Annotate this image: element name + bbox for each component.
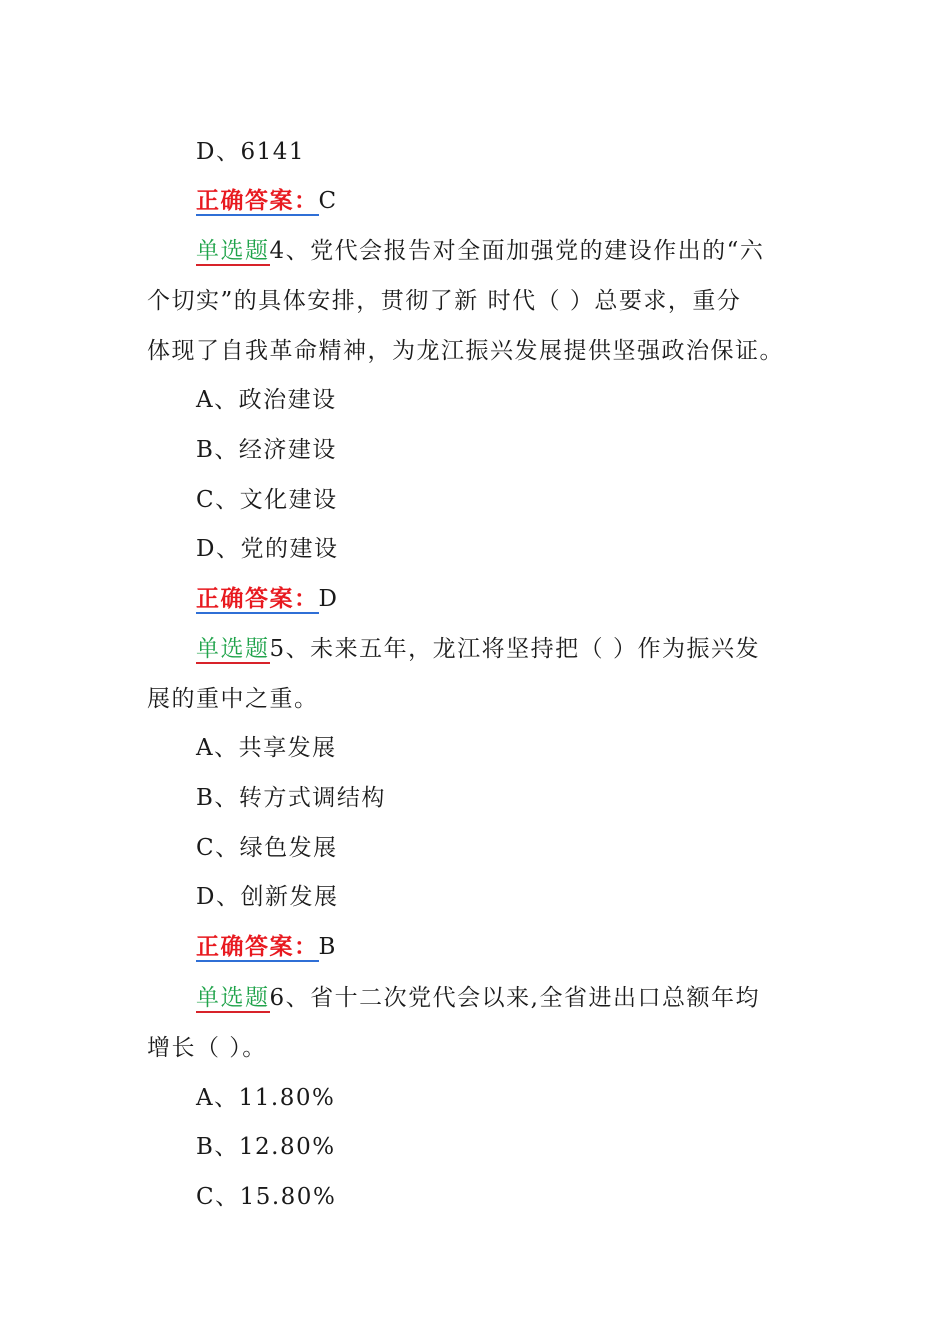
question-type-label: 单选题 <box>196 636 270 662</box>
answer-label: 正确答案： <box>196 187 319 214</box>
q5-stem-text: 5、未来五年，龙江将坚持把（ ）作为振兴发 <box>269 636 760 662</box>
question-type-label: 单选题 <box>196 985 270 1011</box>
q4-stem-line1 <box>196 236 764 266</box>
q6-stem-line2: 增长（ ）。 <box>147 1035 267 1061</box>
answer-value: C <box>318 188 338 214</box>
q4-stem-line3: 体现了自我革命精神，为龙江振兴发展提供坚强政治保证。 <box>147 338 784 364</box>
q5-option-c: C、绿色发展 <box>196 835 338 861</box>
q5-stem-line1 <box>196 634 760 664</box>
answer-label: 正确答案： <box>196 585 319 612</box>
q6-option-c: C、15.80% <box>196 1184 337 1210</box>
question-type-label: 单选题 <box>196 238 270 264</box>
q5-option-a: A、共享发展 <box>196 735 337 761</box>
answer-label: 正确答案： <box>196 933 319 960</box>
q5-option-d: D、创新发展 <box>196 884 339 910</box>
q5-answer <box>196 932 337 962</box>
answer-value: B <box>318 934 337 960</box>
q4-option-a: A、政治建设 <box>196 387 337 413</box>
q5-stem-line2: 展的重中之重。 <box>147 686 319 712</box>
q5-option-b: B、转方式调结构 <box>196 785 386 811</box>
q6-stem-text: 6、省十二次党代会以来,全省进出口总额年均 <box>269 985 760 1011</box>
q4-answer <box>196 584 338 614</box>
q6-option-b: B、12.80% <box>196 1134 336 1160</box>
q4-option-c: C、文化建设 <box>196 487 338 513</box>
q6-option-a: A、11.80% <box>196 1085 336 1111</box>
q4-stem-text: 4、党代会报告对全面加强党的建设作出的“六 <box>269 238 765 264</box>
answer-value: D <box>318 586 339 612</box>
q3-answer <box>196 186 338 216</box>
q4-stem-line2: 个切实”的具体安排，贯彻了新 时代（ ）总要求，重分 <box>147 288 742 314</box>
q4-option-d: D、党的建设 <box>196 536 339 562</box>
q6-stem-line1 <box>196 983 760 1013</box>
q4-option-b: B、经济建设 <box>196 437 337 463</box>
q3-option-d: D、6141 <box>196 139 305 165</box>
